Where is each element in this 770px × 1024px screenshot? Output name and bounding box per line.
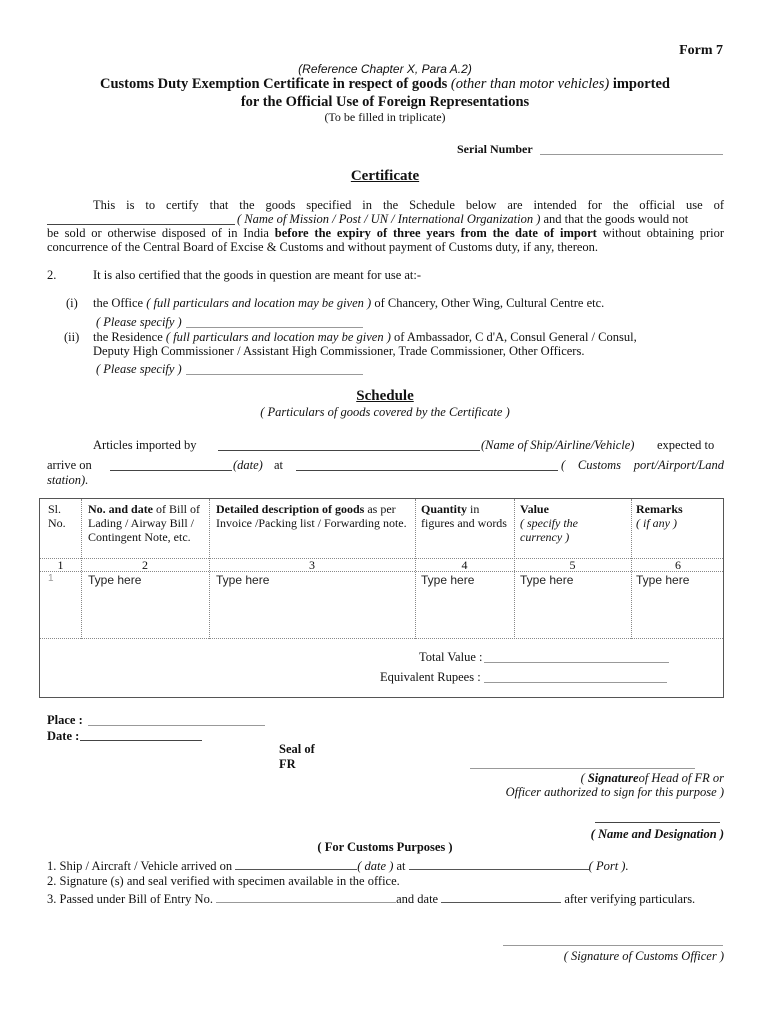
head-signature-field[interactable] (470, 768, 695, 769)
col-number-2: 2 (142, 558, 148, 572)
col-number-6: 6 (675, 558, 681, 572)
col-header-remarks: Remarks ( if any ) (636, 502, 683, 530)
customs-item-3: 3. Passed under Bill of Entry No. and date after verifying particulars. (47, 892, 696, 906)
item-i-text: the Office ( full particulars and location may be given ) of Chancery, Other Wing, Cultural Centre etc. (93, 296, 605, 310)
equivalent-rupees-label: Equivalent Rupees : (380, 670, 481, 684)
customs-item-2: 2. Signature (s) and seal verified with specimen available in the office. (47, 874, 400, 888)
ship-name-field[interactable] (218, 450, 480, 451)
col-header-value: Value ( specify the currency ) (520, 502, 578, 544)
customs-arrival-date-field[interactable] (235, 869, 357, 870)
station-label: station). (47, 473, 89, 487)
ship-name-label: (Name of Ship/Airline/Vehicle) (481, 438, 635, 452)
form-title-line1: Customs Duty Exemption Certificate in respect of goods (other than motor vehicles) imported (100, 76, 670, 92)
certificate-text-line1: This is to certify that the goods specified in the Schedule below are intended for the official use of (93, 198, 724, 212)
description-input[interactable]: Type here (216, 573, 270, 587)
fr-label: FR (279, 757, 296, 771)
certificate-text-line4: concurrence of the Central Board of Excise & Customs and without payment of Customs duty, if any, thereon. (47, 240, 599, 254)
serial-number-field[interactable] (540, 154, 723, 155)
arrival-port-field[interactable] (296, 470, 558, 471)
para2-number: 2. (47, 268, 57, 282)
item-i-number: (i) (66, 296, 78, 310)
col-number-4: 4 (461, 558, 468, 572)
equivalent-rupees-field[interactable] (484, 682, 667, 683)
col-header-description: Detailed description of goods as per Invoice /Packing list / Forwarding note. (216, 502, 407, 530)
value-input[interactable]: Type here (520, 573, 574, 587)
col-header-sl-no: Sl. No. (48, 502, 66, 530)
total-value-label: Total Value : (419, 650, 483, 664)
remarks-input[interactable]: Type here (636, 573, 690, 587)
schedule-heading: Schedule (356, 388, 414, 404)
certificate-text-line3: be sold or otherwise disposed of in India before the expiry of three years from the date of import without obtaining prior (47, 226, 725, 240)
schedule-table (39, 498, 724, 698)
item-ii-number: (ii) (64, 330, 80, 344)
customs-officer-signature-field[interactable] (503, 945, 723, 946)
certificate-heading: Certificate (350, 168, 420, 184)
form-number: Form 7 (679, 43, 723, 58)
form-subtitle: (To be filled in triplicate) (324, 110, 446, 124)
name-designation-field[interactable] (595, 822, 720, 823)
col-header-bill-no: No. and date of Bill of Lading / Airway Bill / Contingent Note, etc. (88, 502, 201, 544)
bill-of-entry-date-field[interactable] (441, 902, 561, 903)
row-number: 1 (48, 573, 54, 584)
name-designation-label: ( Name and Designation ) (590, 827, 724, 841)
port-label: ( Customs port/Airport/Land (561, 458, 724, 472)
signature-caption-line1: ( Signatureof Head of FR or (580, 771, 724, 785)
date-field[interactable] (80, 740, 202, 741)
customs-item-1: 1. Ship / Aircraft / Vehicle arrived on ( date ) at ( Port ). (47, 859, 629, 873)
mission-name-field[interactable] (47, 224, 235, 225)
arrive-on-label: arrive on (47, 458, 92, 472)
item-ii-specify-label: ( Please specify ) (96, 362, 182, 376)
schedule-subtitle: ( Particulars of goods covered by the Certificate ) (260, 405, 510, 419)
form-title-line2: for the Official Use of Foreign Representations (240, 94, 530, 110)
col-number-5: 5 (569, 558, 576, 572)
item-i-specify-label: ( Please specify ) (96, 315, 182, 329)
customs-officer-signature-label: ( Signature of Customs Officer ) (563, 949, 724, 963)
bill-no-input[interactable]: Type here (88, 573, 142, 587)
signature-caption-line2: Officer authorized to sign for this purpose ) (505, 785, 724, 799)
item-ii-text-line2: Deputy High Commissioner / Assistant High Commissioner, Trade Commissioner, Other Officers. (93, 344, 585, 358)
customs-purposes-heading: ( For Customs Purposes ) (317, 840, 453, 854)
arrival-date-label: (date) (233, 458, 263, 472)
item-ii-text: the Residence ( full particulars and location may be given ) of Ambassador, C d'A, Consul General / Consul, (93, 330, 637, 344)
articles-imported-label: Articles imported by (93, 438, 197, 452)
residence-specify-field[interactable] (186, 374, 363, 375)
at-label: at (274, 458, 284, 472)
col-number-1: 1 (57, 558, 64, 572)
col-header-quantity: Quantity in figures and words (421, 502, 507, 530)
para2-text: It is also certified that the goods in question are meant for use at:- (93, 268, 422, 282)
date-label: Date : (47, 729, 80, 743)
col-number-3: 3 (309, 558, 315, 572)
expected-to-label: expected to (657, 438, 715, 452)
bill-of-entry-field[interactable] (216, 902, 396, 903)
office-specify-field[interactable] (186, 327, 363, 328)
customs-port-field[interactable] (409, 869, 589, 870)
quantity-input[interactable]: Type here (421, 573, 475, 587)
certificate-text-line2: ( Name of Mission / Post / UN / International Organization ) and that the goods would not (237, 212, 689, 226)
serial-number-label: Serial Number (457, 142, 533, 156)
seal-of-label: Seal of (279, 742, 315, 756)
reference-line: (Reference Chapter X, Para A.2) (298, 62, 472, 76)
arrival-date-field[interactable] (110, 470, 232, 471)
place-label: Place : (47, 713, 83, 727)
total-value-field[interactable] (484, 662, 669, 663)
place-field[interactable] (88, 725, 265, 726)
